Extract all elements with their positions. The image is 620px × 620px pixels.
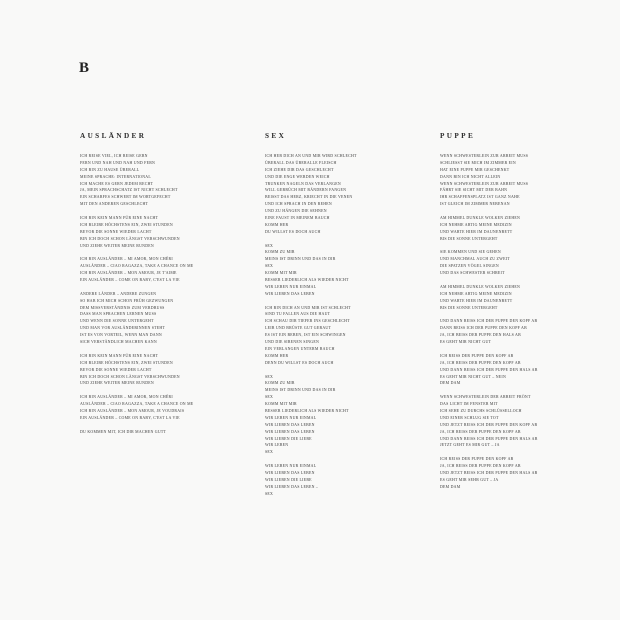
lyric-line: KOMM HER	[265, 353, 289, 358]
stanza	[265, 243, 435, 298]
lyric-line: ICH NEHME ARTIG MEINE MEDIZIN	[440, 291, 512, 296]
lyric-line: BIN ICH DOCH SCHON LÄNGST VERSCHWUNDEN	[80, 236, 180, 241]
lyric-line: MIT DEN ANDEREN GESCHLECHT	[80, 202, 149, 207]
lyric-line: BIN ICH DOCH SCHON LÄNGST VERSCHWUNDEN	[80, 374, 180, 379]
stanza	[440, 394, 610, 449]
lyric-line: TRUNKEN NAGELN DAS VERLANGEN	[265, 181, 341, 186]
lyric-line: ICH BIN KEIN MANN FÜR EINE NACHT	[80, 216, 159, 221]
lyric-line: IHR SCHAFFENSPLATZ IST GANZ NAHE	[440, 195, 520, 200]
lyric-line: ÜBERALL DAS ÜBERALLE FLEISCH	[265, 160, 337, 165]
lyric-line: WILL GEBRÜCH MIT BÄNDERN FANGEN	[265, 188, 347, 193]
lyric-line: ICH NEHME ARTIG MEINE MEDIZIN	[440, 222, 512, 227]
lyric-line: JA, ICH REISS DER PUPPE DEN KOPF AB	[440, 429, 521, 434]
lyric-line: FERN UND NAH UND NAH UND FERN	[80, 160, 156, 165]
lyric-line: DASS MAN SPRACHEN LERNEN MUSS	[80, 312, 157, 317]
lyric-line: SCHLIESST SIE MICH IM ZIMMER EIN	[440, 160, 516, 165]
lyric-line: WIR LIEBEN DAS LEBEN	[265, 422, 315, 427]
song-title: PUPPE	[440, 132, 476, 140]
lyric-line: WIR LIEBEN DAS LEBEN –	[265, 484, 319, 489]
lyric-line: UND DANN REISS ICH DER PUPPE DEN KOPF AB	[440, 319, 538, 324]
lyric-line: BEVOR DIE SONNE WIEDER LACHT	[80, 229, 152, 234]
lyric-line: JETZT GEHT ES MIR GUT – JA	[440, 443, 500, 448]
lyric-line: SEX	[265, 374, 274, 379]
song-lyrics	[440, 153, 610, 491]
lyric-line: WIR LEBEN NUR EINMAL	[265, 464, 317, 469]
lyric-line: UND MAN VOR AUSLÄNDERINNEN STEHT	[80, 326, 166, 331]
lyric-line: DEM DAM	[440, 484, 461, 489]
lyric-line: DANN BIN ICH NICHT ALLEIN	[440, 174, 501, 179]
stanza	[80, 394, 250, 422]
lyric-line: UND MANCHMAL AUCH ZU ZWEIT	[440, 257, 510, 262]
lyric-line: SIND TU FALLEN AUS DIE HAUT	[265, 312, 331, 317]
lyric-line: SEX	[265, 264, 274, 269]
lyric-line: UND DAS SCHWESTER SCHREIT	[440, 271, 505, 276]
lyric-line: WENN SCHWESTERLEIN ZUR ARBEIT MUSS	[440, 154, 529, 158]
lyric-line: ICH BIN KEIN MANN FÜR EINE NACHT	[80, 353, 159, 358]
stanza	[265, 305, 435, 367]
lyric-line: MEINS IST DRINN UND DAS IN DIR	[265, 388, 336, 393]
lyric-line: IST GLEICH IM ZIMMER NEBENAN	[440, 202, 510, 207]
song-title: SEX	[265, 132, 287, 140]
lyric-line: LEIB UND BRÜSTE GUT GEBAUT	[265, 326, 332, 331]
lyric-line: MEINE SPRACHE: INTERNATIONAL	[80, 174, 151, 179]
lyric-line: ICH BIN AUSLÄNDER – MON AMOUR, JE T'AIME	[80, 271, 177, 276]
lyric-line: ICH BLEIBE HÖCHSTENS EIN, ZWEI STUNDEN	[80, 360, 173, 365]
lyric-line: WIR LEBEN NUR EINMAL	[265, 284, 317, 289]
lyric-line: SICH VERSTÄNDLICH MACHEN KANN	[80, 340, 157, 345]
lyric-line: EIN AUSLÄNDER – COME ON BABY, C'EST LA VIE	[80, 278, 180, 283]
stanza	[80, 215, 250, 249]
stanza	[80, 153, 250, 208]
lyric-line: ICH REISE VIEL, ICH REISE GERN	[80, 154, 148, 158]
stanza	[440, 284, 610, 312]
lyric-line: UND ICH SPRACH IN DEN REHEN	[265, 202, 332, 207]
lyric-line: KOMM MIT MIR	[265, 402, 297, 407]
lyric-line: EIN SCHARFES SCHWERT IM WORTGEFECHT	[80, 195, 171, 200]
song-title: AUSLÄNDER	[80, 132, 147, 140]
lyric-line: SEX	[265, 491, 274, 496]
lyric-line: DENN DU WILLST ES DOCH AUCH	[265, 360, 334, 365]
lyric-line: ICH REISS DER PUPPE DEN KOPF AB	[440, 353, 514, 358]
lyric-line: WENN SCHWESTERLEIN DER ARBEIT FRÖNT	[440, 395, 531, 400]
lyric-line: ICH BIN DICH AN UND MIR IST SCHLECHT	[265, 305, 351, 310]
lyric-line: WIR LEBEN NUR EINMAL	[265, 415, 317, 420]
lyric-line: ICH BLEIBE HÖCHSTENS EIN, ZWEI STUNDEN	[80, 222, 173, 227]
stanza	[440, 153, 610, 208]
lyric-line: AUSLÄNDER – CIAO RAGAZZA, TAKE A CHANCE ON ME	[80, 264, 194, 269]
stanza	[80, 429, 250, 436]
lyric-line: KOMM HER	[265, 222, 289, 227]
lyric-line: WIR LIEBEN DIE LIEBE	[265, 436, 312, 441]
lyric-line: ICH BIN ZU HAUSE ÜBERALL	[80, 167, 140, 172]
lyric-line: SIE KOMMEN UND SIE GEHEN	[440, 250, 501, 255]
lyric-line: MEINS IST DRINN UND DAS IN DIR	[265, 257, 336, 262]
stanza	[440, 215, 610, 243]
lyric-line: BESSER LIEDERLICH ALS WIEDER NICHT	[265, 408, 349, 413]
lyric-line: HAT EINE PUPPE MIR GESCHENKT	[440, 167, 510, 172]
lyric-line: UND ZIEHE WEITER MEINE RUNDEN	[80, 381, 154, 386]
lyric-line: DANN BEISS ICH DER PUPPE DEN KOPF AB	[440, 326, 527, 331]
lyric-line: AUSLÄNDER – CIAO RAGAZZA, TAKE A CHANCE ON ME	[80, 402, 194, 407]
lyric-line: WIR LEBEN	[265, 443, 289, 448]
lyric-line: SEX	[265, 395, 274, 400]
lyric-line: EIN AUSLÄNDER – COME ON BABY, C'EST LA VIE	[80, 415, 180, 420]
lyric-line: DIE SPATZEN VÖGEL SINGEN	[440, 264, 499, 269]
lyric-line: UND DANN BEISS ICH DER PUPPE DEN HALS AB	[440, 436, 538, 441]
lyric-line: AM HIMMEL DUNKLE WOLKEN ZIEHEN	[440, 216, 521, 221]
lyric-line: UND DIE ENGE WERDEN WEICH	[265, 174, 330, 179]
lyric-line: BIS DIE SONNE UNTERGEHT	[440, 305, 498, 310]
stanza	[80, 256, 250, 284]
lyric-line: DU KOMMEN MIT, ICH DIR MACHEN GUTT	[80, 429, 167, 434]
song-column-puppe	[440, 132, 610, 498]
lyric-line: AM HIMMEL DUNKLE WOLKEN ZIEHEN	[440, 284, 521, 289]
lyric-line: UND JETZT BEISS ICH DER PUPPE DEN HALS AB	[440, 470, 538, 475]
lyric-line: WIR LIEBEN DAS LEBEN	[265, 470, 315, 475]
lyric-line: BEISST DAS HERZ, KRIECHT IN DIE VENEN	[265, 195, 353, 200]
lyric-line: ICH BIN AUSLÄNDER – MON AMOUR, JE VOUDRAIS	[80, 408, 185, 413]
song-column-auslaender	[80, 132, 250, 442]
lyric-line: ES GEHT MIR NICHT GUT – NEIN	[440, 374, 507, 379]
song-lyrics	[265, 153, 435, 498]
lyric-line: ICH BIN AUSLÄNDER – MI AMOR, MON CHÉRI	[80, 395, 173, 400]
lyric-line: WENN SCHWESTERLEIN ZUR ARBEIT MUSS	[440, 181, 529, 186]
lyric-line: ICH MACHE ES GERN JEDEM RECHT	[80, 181, 154, 186]
stanza	[80, 291, 250, 346]
lyric-line: UND ZU HÄNGEN DIE SEHNEN	[265, 209, 327, 214]
lyric-line: DEM DAM	[440, 381, 461, 386]
lyric-line: WIR LIEBEN DAS LEBEN	[265, 429, 315, 434]
lyric-line: SEX	[265, 243, 274, 248]
side-letter: B	[79, 60, 91, 76]
lyric-line: UND EINER SCHLUG SIE TOT	[440, 415, 499, 420]
lyric-line: KOMM MIT MIR	[265, 271, 297, 276]
lyric-line: ICH REISS DER PUPPE DEN KOPF AB	[440, 457, 514, 462]
lyric-line: UND WENN DIE SONNE UNTERGEHT	[80, 319, 154, 324]
lyric-line: DEM MISSVERSTÄNDNIS ZUM VERDRUSS	[80, 305, 165, 310]
song-column-sex	[265, 132, 435, 504]
lyric-line: BEVOR DIE SONNE WIEDER LACHT	[80, 367, 152, 372]
lyric-line: KOMM ZU MIR	[265, 381, 295, 386]
stanza	[265, 153, 435, 236]
lyric-line: ICH HEB DICH AN UND MIR WIRD SCHLECHT	[265, 154, 357, 158]
lyric-line: WIR LIEBEN DIE LIEBE	[265, 477, 312, 482]
stanza	[440, 249, 610, 277]
lyric-line: ES GEHT MIR NICHT GUT	[440, 340, 492, 345]
lyric-line: UND DIE SIRENEN SINGEN	[265, 340, 320, 345]
lyric-line: SO HAB ICH MICH SCHON FRÜH GEZWUNGEN	[80, 298, 174, 303]
lyric-line: ICH ZIEHE DIR DAS GESCHLECHT	[265, 167, 334, 172]
lyric-line: UND WARTE HIER IM DAUNENBETT	[440, 298, 513, 303]
lyric-line: UND JETZT REISS ICH DER PUPPE DEN KOPF AB	[440, 422, 538, 427]
lyric-line: JA, ICH REISS DER PUPPE DEN KOPF AB	[440, 360, 521, 365]
lyric-line: ES IST EIN BEBEN, IST EIN SCHWINGEN	[265, 333, 346, 338]
lyric-line: UND DANN BEISS ICH DER PUPPE DEN HALS AB	[440, 367, 538, 372]
lyric-line: SEX	[265, 450, 274, 455]
lyric-line: UND ZIEHE WEITER MEINE RUNDEN	[80, 243, 154, 248]
lyric-line: UND WARTE HIER IM DAUNENBETT	[440, 229, 513, 234]
lyric-line: WIR LIEBEN DAS LEBEN	[265, 291, 315, 296]
lyric-line: DU WILLST ES DOCH AUCH	[265, 229, 321, 234]
lyric-line: EINE FAUST IN MEINEM BAUCH	[265, 216, 330, 221]
song-lyrics	[80, 153, 250, 436]
lyric-line: FÄHRT SIE SICHT MIT DER BAHN	[440, 188, 508, 193]
lyric-line: BESSER LIEDERLICH ALS WIEDER NICHT	[265, 278, 349, 283]
lyric-line: EIN VERLANGEN UNTERM BAUCH	[265, 346, 335, 351]
lyric-line: IST ES VON VORTEIL, WENN MAN DANN	[80, 333, 162, 338]
lyric-line: ES GEHT MIR SEHR GUT – JA	[440, 477, 499, 482]
lyric-line: ICH SCHAU DIR TIEFER INS GESCHLECHT	[265, 319, 350, 324]
lyric-line: ANDERE LÄNDER – ANDERE ZUNGEN	[80, 291, 157, 296]
lyric-line: BIS DIE SONNE UNTERGEHT	[440, 236, 498, 241]
lyric-line: ICH BIN AUSLÄNDER – MI AMOR, MON CHÉRI	[80, 257, 173, 262]
stanza	[80, 353, 250, 387]
lyric-line: JA, MEIN SPRACHSCHATZ IST NICHT SCHLECHT	[80, 188, 178, 193]
stanza	[440, 353, 610, 387]
stanza	[265, 374, 435, 457]
lyric-line: KOMM ZU MIR	[265, 250, 295, 255]
lyric-line: ICH SEHE ZU DURCHS SCHLÜSSELLOCH	[440, 408, 522, 413]
stanza	[440, 318, 610, 346]
stanza	[440, 456, 610, 490]
stanza	[265, 463, 435, 497]
lyric-line: DAS LICHT IM FENSTER MIT	[440, 402, 498, 407]
lyric-line: JA, ICH BEISS DER PUPPE DEN HALS AB	[440, 333, 521, 338]
lyric-line: JA, ICH REISS DER PUPPE DEN KOPF AB	[440, 464, 521, 469]
